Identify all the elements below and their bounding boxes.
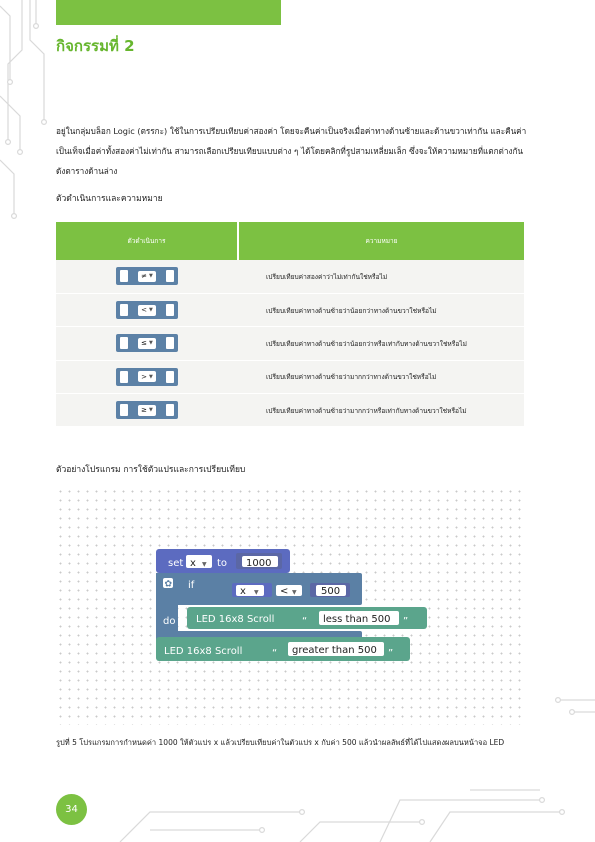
table-header-row xyxy=(56,222,524,260)
open-quote: “ xyxy=(302,616,308,627)
input-slot xyxy=(120,270,128,282)
chevron-down-icon: ▼ xyxy=(149,407,153,414)
figure-caption: รูปที่ 5 โปรแกรมการกำหนดค่า 1000 ให้ตัวแปร x แล้วเปรียบเทียบค่าในตัวแปร x กับค่า 500 แล้วนำผลลัพธ์ที่ได้ไปแสดงผลบนหน้าจอ LED xyxy=(56,738,505,747)
set-keyword: set xyxy=(168,558,184,569)
operator-symbol: ≤ xyxy=(141,339,147,348)
program-blocks xyxy=(56,487,522,725)
operator-section-title: ตัวดำเนินการและความหมาย xyxy=(56,194,163,204)
operator-dropdown xyxy=(138,271,156,282)
led-label: LED 16x8 Scroll xyxy=(164,646,243,657)
set-value: 1000 xyxy=(246,558,272,569)
led-label: LED 16x8 Scroll xyxy=(196,614,275,625)
text-then: less than 500 xyxy=(323,614,391,625)
set-variable-block xyxy=(156,549,290,573)
input-slot xyxy=(166,371,174,383)
compare-value: 500 xyxy=(321,586,341,597)
compare-var: x xyxy=(240,586,246,597)
intro-paragraph: อยู่ในกลุ่มบล็อก Logic (ตรรกะ) ใช้ในการเปรียบเทียบค่าสองค่า โดยจะคืนค่าเป็นจริงเมื่อค่าทางด้านซ้ายและด้านขวาเท่ากัน และคืนค่าเป็นเท็จเมื่อค่าทั้งสองค่าไม่เท่ากัน สามารถเลือกเปรียบเทียบแบบต่าง ๆ ได้โดยคลิกที่รูปสามเหลี่ยมเล็ก ซึ่งจะให้ความหมายที่แตกต่างกัน ดังตารางด้านล่าง xyxy=(56,126,527,176)
input-slot xyxy=(120,304,128,316)
activity-title: กิจกรรมที่ 2 xyxy=(56,37,135,55)
open-quote: “ xyxy=(272,648,278,659)
if-keyword: if xyxy=(188,580,195,591)
input-slot xyxy=(166,404,174,416)
chevron-down-icon: ▼ xyxy=(254,589,259,596)
chevron-down-icon: ▼ xyxy=(149,340,153,347)
table-row xyxy=(56,260,524,293)
chevron-down-icon: ▼ xyxy=(149,373,153,380)
input-slot xyxy=(120,371,128,383)
operator-symbol: ≠ xyxy=(141,272,147,281)
input-slot xyxy=(120,404,128,416)
meaning-text: เปรียบเทียบค่าทางด้านซ้ายว่ามากกว่าทางด้านขวาใช่หรือไม่ xyxy=(238,360,524,393)
compare-block xyxy=(116,368,178,386)
table-row xyxy=(56,360,524,393)
to-keyword: to xyxy=(217,558,228,569)
page-number: 34 xyxy=(56,794,87,825)
gear-icon-glyph: ✿ xyxy=(164,579,173,590)
chevron-down-icon: ▼ xyxy=(292,589,297,596)
operator-dropdown xyxy=(138,338,156,349)
compare-block xyxy=(116,267,178,285)
led-scroll-block-else xyxy=(156,637,410,661)
table-row xyxy=(56,394,524,427)
do-keyword: do xyxy=(163,616,176,627)
close-quote: ” xyxy=(388,648,394,659)
meaning-text: เปรียบเทียบค่าสองค่าว่าไม่เท่ากันใช่หรือไม่ xyxy=(238,260,524,293)
var-name: x xyxy=(190,558,196,569)
compare-block xyxy=(116,401,178,419)
input-slot xyxy=(166,270,174,282)
compare-block xyxy=(116,334,178,352)
meaning-text: เปรียบเทียบค่าทางด้านซ้ายว่าน้อยกว่าทางด้านขวาใช่หรือไม่ xyxy=(238,293,524,326)
input-slot xyxy=(120,337,128,349)
input-slot xyxy=(166,304,174,316)
operator-dropdown xyxy=(138,405,156,416)
compare-block xyxy=(116,301,178,319)
operator-symbol: > xyxy=(141,372,147,381)
chevron-down-icon: ▼ xyxy=(149,273,153,280)
led-scroll-block-then xyxy=(187,607,427,629)
header-accent-bar xyxy=(56,0,281,25)
table-row xyxy=(56,293,524,326)
meaning-text: เปรียบเทียบค่าทางด้านซ้ายว่ามากกว่าหรือเท่ากับทางด้านขวาใช่หรือไม่ xyxy=(238,394,524,427)
operator-table xyxy=(56,222,524,427)
text-else: greater than 500 xyxy=(292,645,377,656)
chevron-down-icon: ▼ xyxy=(202,561,207,568)
table-row xyxy=(56,327,524,360)
operator-symbol: ≥ xyxy=(141,406,147,415)
chevron-down-icon: ▼ xyxy=(149,307,153,314)
input-slot xyxy=(166,337,174,349)
blocks-workspace xyxy=(56,487,522,725)
header-meaning: ความหมาย xyxy=(238,222,524,260)
compare-op: < xyxy=(280,586,289,597)
operator-dropdown xyxy=(138,305,156,316)
close-quote: ” xyxy=(403,616,409,627)
example-title: ตัวอย่างโปรแกรม การใช้ตัวแปรและการเปรียบเทียบ xyxy=(56,465,246,475)
operator-symbol: < xyxy=(141,306,147,315)
header-operator: ตัวดำเนินการ xyxy=(56,222,238,260)
meaning-text: เปรียบเทียบค่าทางด้านซ้ายว่าน้อยกว่าหรือเท่ากับทางด้านขวาใช่หรือไม่ xyxy=(238,327,524,360)
operator-dropdown xyxy=(138,371,156,382)
